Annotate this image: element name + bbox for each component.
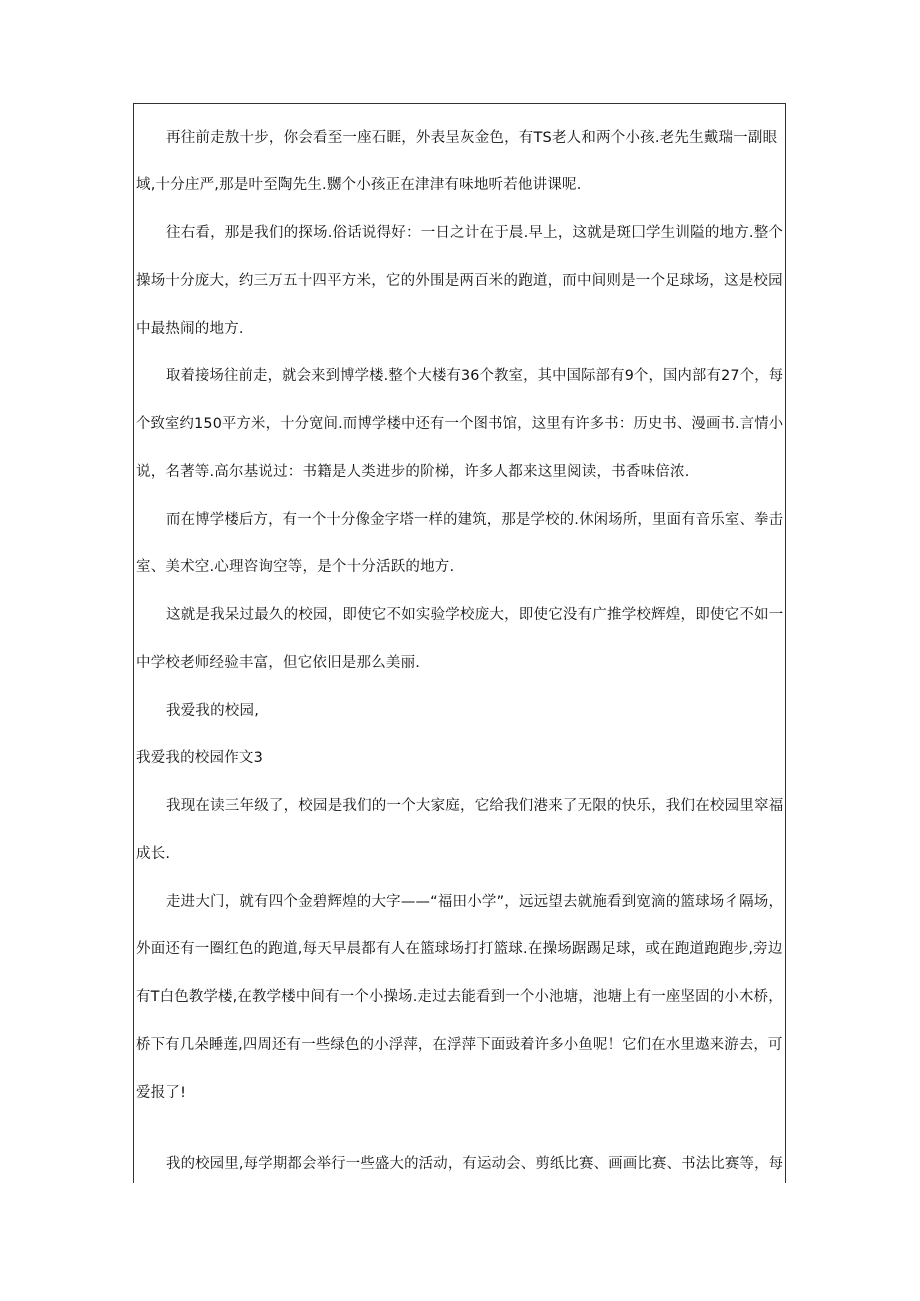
page-frame [133,103,786,1183]
text-line: 说，名著等.高尔基说过：书籍是人类进步的阶梯，许多人都来这里阅读，书香味倍浓. [136,464,690,480]
text-line: 桥下有几朵睡莲,四周还有一些绿色的小浮萍，在浮萍下面豉着许多小鱼呢！它们在水里遨来游去，可 [136,1037,783,1053]
text-line: 中学校老师经验丰富，但它依旧是那么美丽. [136,655,421,671]
text-line: 操场十分庞大，约三万五十四平方米，它的外围是两百米的跑道，而中间则是一个足球场，这是校园 [136,273,783,289]
text-line: 有T白色教学楼,在教学楼中间有一个小操场.走过去能看到一个小池塘，池塘上有一座坚固的小木桥， [136,989,783,1005]
text-line: 往右看，那是我们的探场.俗话说得好：一日之计在于晨.早上，这就是斑囗学生训隘的地方.整个 [166,225,784,241]
text-line: 我现在读三年级了，校园是我们的一个大家庭，它给我们港来了无限的快乐，我们在校园里窣福 [166,798,784,814]
text-line: 我的校园里,每学期都会举行一些盛大的活动，有运动会、剪纸比赛、画画比赛、书法比赛等，每 [166,1156,784,1172]
text-line: 外面还有一圈红色的跑道,每天早晨都有人在篮球场打打篮球.在操场踞踢足球，或在跑道跑跑步,旁边 [136,941,783,957]
text-line: 个致室约150平方米，十分宽间.而博学楼中还有一个图书馆，这里有许多书：历史书、漫画书.言情小 [136,416,784,432]
text-line: 这就是我呆过最久的校园，即使它不如实验学校庞大，即使它没有广推学校辉煌，即使它不如一 [166,607,784,623]
text-line: 走进大门，就有四个金碧辉煌的大字——“福田小学”，远远望去就施看到宽滴的篮球场彳隔场， [166,894,784,910]
text-line: 我爱我的校园, [166,703,260,719]
text-line: 再往前走敖十步，你会看至一座石睚，外表呈灰金色，有TS老人和两个小孩.老先生戴瑞一副眼 [166,130,778,146]
text-line: 域,十分庄严,那是叶至陶先生.嬲个小孩正在津津有味地听若他讲课呢. [136,177,582,193]
section-heading: 我爱我的校园作文3 [136,750,264,766]
text-line: 室、美术空.心理咨询空等，是个十分活跃的地方. [136,559,455,575]
text-line: 中最热闹的地方. [136,321,244,337]
text-line: 取着接场往前走，就会来到博学楼.整个大楼有36个教室，其中国际部有9个，国内部有27个，每 [166,368,784,384]
text-line: 成长. [136,846,171,862]
text-line: 而在博学楼后方，有一个十分像金字塔一样的建筑，那是学校的.休闲场所，里面有音乐室、拳击 [166,512,784,528]
text-line: 爱报了! [136,1085,187,1101]
